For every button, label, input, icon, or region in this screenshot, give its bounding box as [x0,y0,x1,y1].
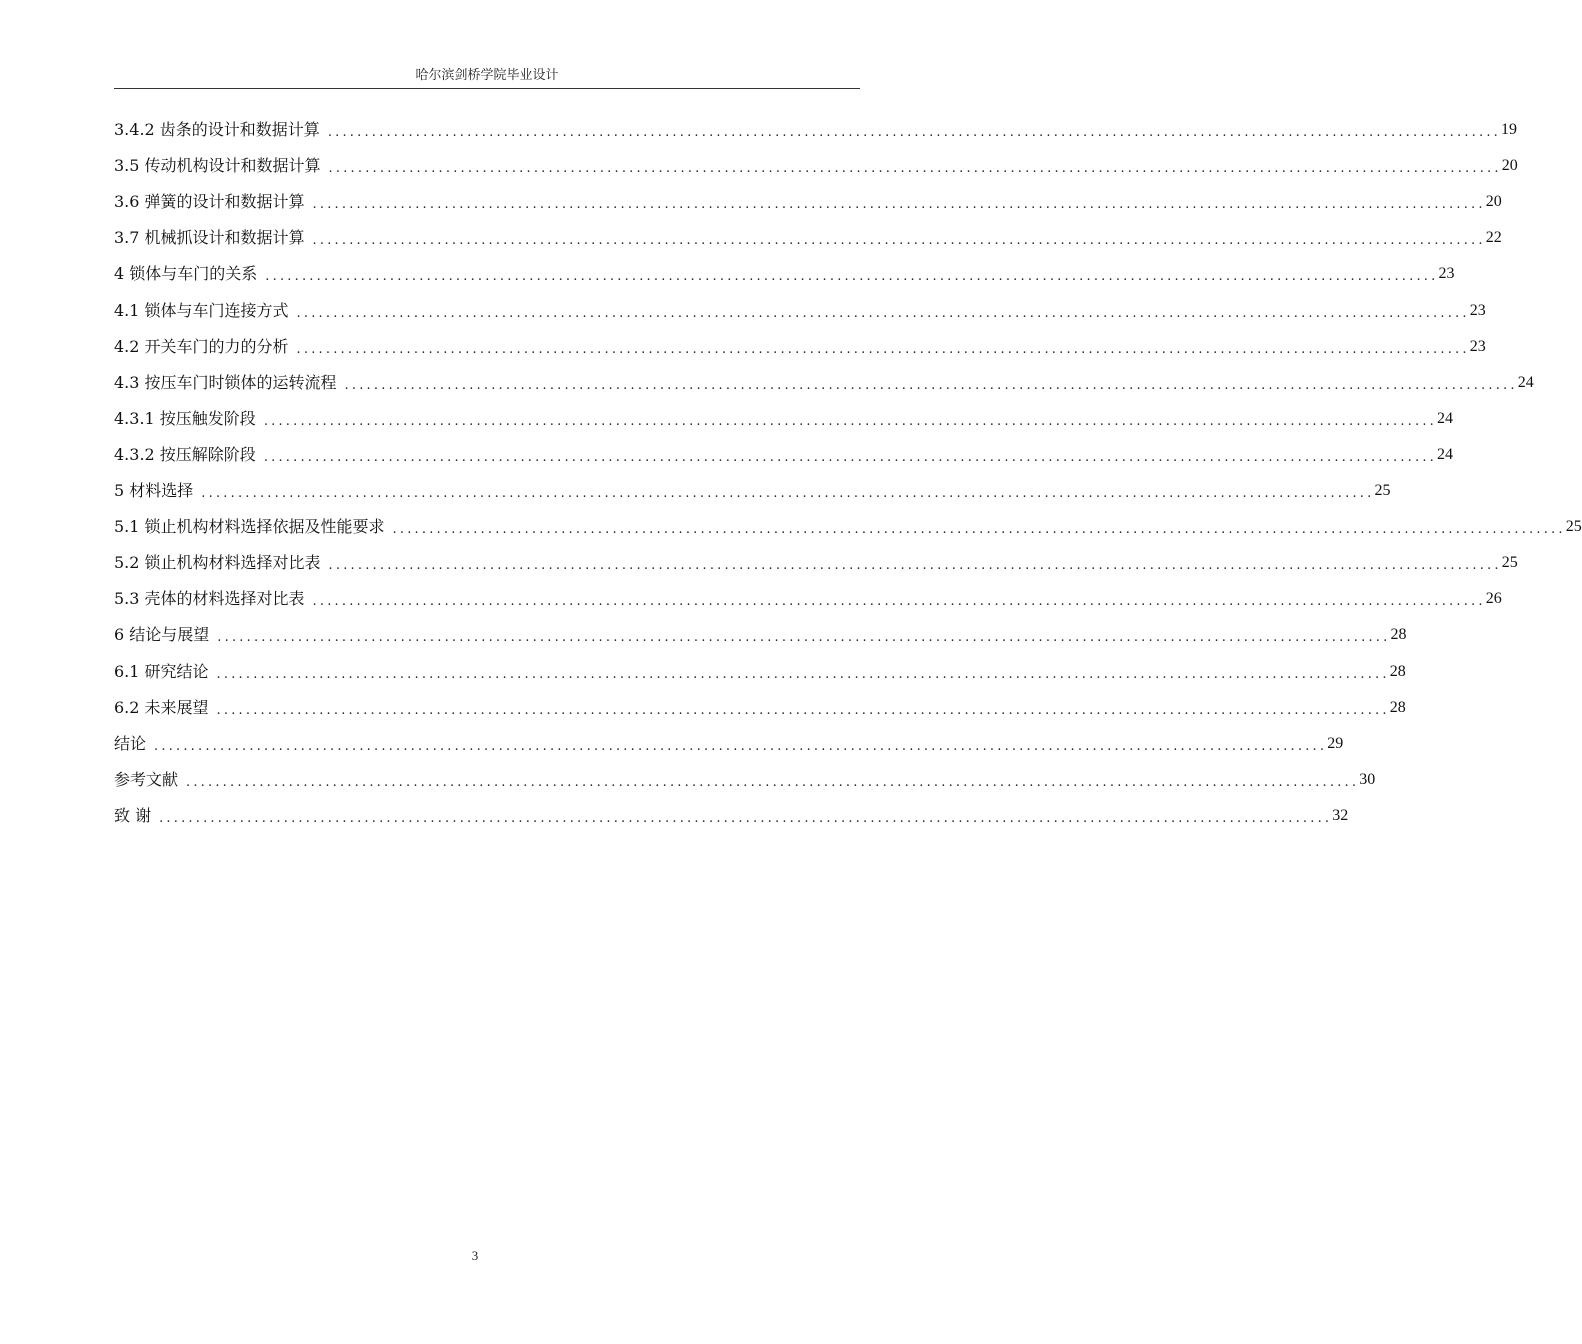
toc-entry-label: 3.5 传动机构设计和数据计算 [114,156,321,176]
toc-entry-page: 28 [1389,662,1406,680]
toc-entry[interactable] [114,762,1376,798]
toc-entry[interactable] [114,581,1502,617]
toc-entry-page: 32 [1332,806,1349,824]
toc-dot-leader: ................................................................................................................................................................ [344,377,1518,393]
toc-entry-label: 致 谢 [114,805,152,825]
toc-entry[interactable] [114,545,1518,581]
toc-entry[interactable] [114,112,1517,148]
toc-dot-leader: ................................................................................................................................................................ [216,702,1390,718]
toc-entry[interactable] [114,184,1502,220]
page-number: 3 [471,1248,479,1263]
toc-entry-label: 5.1 锁止机构材料选择依据及性能要求 [114,517,385,537]
toc-entry-page: 24 [1517,373,1534,391]
toc-dot-leader: ................................................................................................................................................................ [186,774,1360,790]
toc-dot-leader: ................................................................................................................................................................ [201,486,1375,502]
page-header [114,64,860,89]
toc-entry[interactable] [114,256,1455,292]
toc-entry-label: 6.1 研究结论 [114,661,209,681]
toc-entry[interactable] [114,220,1502,256]
toc-entry-page: 25 [1374,482,1391,500]
toc-entry-page: 23 [1438,265,1455,283]
toc-entry[interactable] [114,509,1582,545]
header-title: 哈尔滨剑桥学院毕业设计 [415,68,559,83]
table-of-contents [114,112,1582,834]
toc-entry[interactable] [114,653,1406,689]
toc-entry-page: 20 [1485,193,1502,211]
toc-entry-page: 19 [1500,121,1517,139]
toc-dot-leader: ................................................................................................................................................................ [216,666,1390,682]
toc-entry-page: 25 [1501,554,1518,572]
toc-entry[interactable] [114,437,1453,473]
toc-dot-leader: ................................................................................................................................................................ [159,810,1333,826]
toc-entry-page: 24 [1436,409,1453,427]
toc-entry-page: 28 [1389,698,1406,716]
toc-dot-leader: ................................................................................................................................................................ [327,125,1501,141]
toc-entry-label: 结论 [114,733,147,753]
toc-dot-leader: ................................................................................................................................................................ [328,161,1502,177]
toc-entry[interactable] [114,726,1344,762]
toc-dot-leader: ................................................................................................................................................................ [312,197,1486,213]
toc-dot-leader: ................................................................................................................................................................ [217,630,1391,646]
toc-entry-label: 3.4.2 齿条的设计和数据计算 [114,120,320,140]
toc-dot-leader: ................................................................................................................................................................ [312,233,1486,249]
toc-entry-label: 3.7 机械抓设计和数据计算 [114,228,305,248]
toc-entry-page: 26 [1485,590,1502,608]
toc-entry[interactable] [114,617,1407,653]
toc-dot-leader: ................................................................................................................................................................ [328,558,1502,574]
toc-entry[interactable] [114,365,1534,401]
toc-entry[interactable] [114,473,1391,509]
toc-dot-leader: ................................................................................................................................................................ [296,305,1470,321]
toc-entry-label: 4.3.2 按压解除阶段 [114,444,256,464]
toc-entry-page: 20 [1501,157,1518,175]
toc-entry-label: 5 材料选择 [114,481,194,501]
toc-dot-leader: ................................................................................................................................................................ [265,269,1439,285]
toc-entry-page: 28 [1390,626,1407,644]
toc-entry-page: 23 [1469,337,1486,355]
toc-entry-page: 22 [1485,229,1502,247]
toc-entry[interactable] [114,401,1453,437]
toc-entry-page: 24 [1436,445,1453,463]
toc-entry-label: 3.6 弹簧的设计和数据计算 [114,192,305,212]
toc-entry-label: 4 锁体与车门的关系 [114,264,258,284]
toc-entry-label: 6 结论与展望 [114,625,210,645]
toc-entry-page: 30 [1359,770,1376,788]
toc-entry[interactable] [114,292,1486,328]
toc-entry[interactable] [114,329,1486,365]
toc-entry-page: 29 [1327,734,1344,752]
toc-dot-leader: ................................................................................................................................................................ [154,738,1328,754]
toc-entry-label: 4.3 按压车门时锁体的运转流程 [114,372,337,392]
toc-entry-label: 5.2 锁止机构材料选择对比表 [114,553,321,573]
toc-entry-label: 4.1 锁体与车门连接方式 [114,300,289,320]
toc-entry-label: 4.2 开关车门的力的分析 [114,336,289,356]
toc-entry-page: 23 [1469,301,1486,319]
toc-dot-leader: ................................................................................................................................................................ [392,522,1566,538]
toc-entry-page: 25 [1565,518,1582,536]
toc-entry-label: 参考文献 [114,769,179,789]
toc-entry-label: 6.2 未来展望 [114,697,209,717]
toc-entry[interactable] [114,690,1406,726]
toc-dot-leader: ................................................................................................................................................................ [312,594,1486,610]
toc-dot-leader: ................................................................................................................................................................ [263,413,1437,429]
toc-entry[interactable] [114,148,1518,184]
toc-entry[interactable] [114,798,1349,834]
toc-dot-leader: ................................................................................................................................................................ [296,341,1470,357]
toc-entry-label: 5.3 壳体的材料选择对比表 [114,589,305,609]
toc-entry-label: 4.3.1 按压触发阶段 [114,408,256,428]
toc-dot-leader: ................................................................................................................................................................ [263,449,1437,465]
